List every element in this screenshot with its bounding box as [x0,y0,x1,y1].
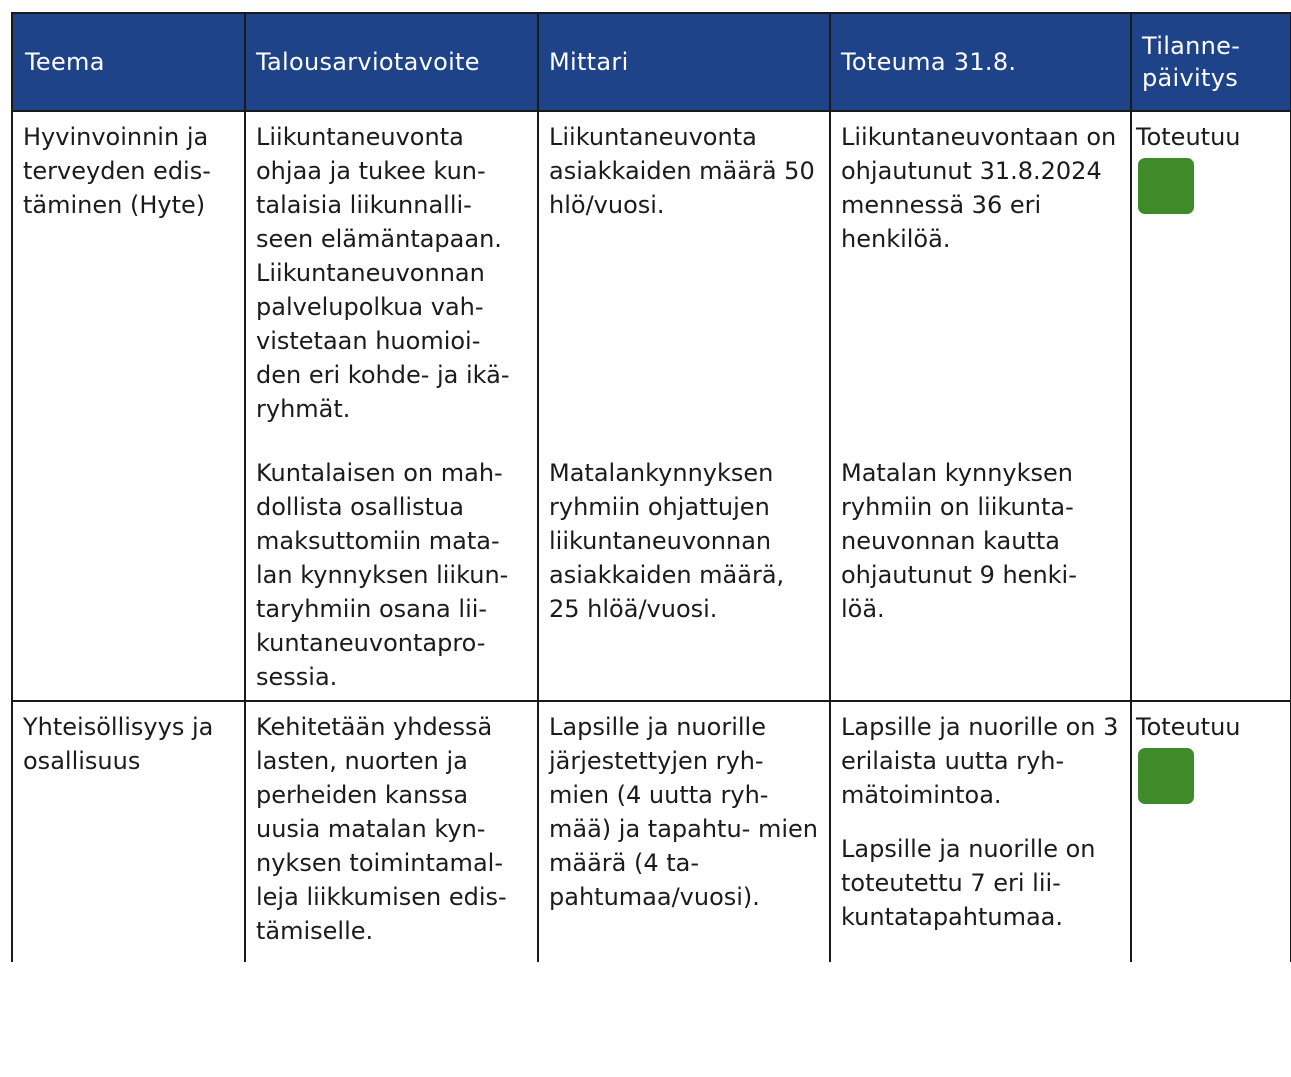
actual-text: Matalan kynnyksen ryhmiin on liikunta- neuvonnan kautta ohjautunut 9 henki- löä. [841,459,1077,623]
goals-table-container [11,12,1291,962]
status-label: Toteutuu [1136,123,1241,151]
metric-cell [538,448,830,701]
header-metric: Mittari [538,13,830,111]
header-actual: Toteuma 31.8. [830,13,1131,111]
actual-cell [830,701,1131,962]
actual-cell [830,111,1131,448]
metric-cell [538,701,830,962]
theme-cell [12,701,245,962]
theme-text: Yhteisöllisyys ja osallisuus [23,713,214,775]
actual-text: Lapsille ja nuorille on toteutettu 7 eri lii- kuntatapahtumaa. [841,835,1096,931]
header-status [1131,13,1291,111]
status-cell [1131,111,1291,701]
actual-text: Lapsille ja nuorille on 3 erilaista uutta ryh- mätoimintoa. [841,713,1119,809]
goal-cell [245,448,538,701]
goal-text: Kehitetään yhdessä lasten, nuorten ja perheiden kanssa uusia matalan kyn- nyksen toimintamal- leja liikkumisen edis- tämiselle. [256,713,507,945]
metric-text: Lapsille ja nuorille järjestettyjen ryh- mien (4 uutta ryh- mää) ja tapahtu- mien määrä (4 ta- pahtumaa/vuosi). [549,713,818,911]
table-row [12,111,1291,448]
table-row [12,701,1291,962]
goal-cell [245,701,538,962]
header-status-line2: päivitys [1142,64,1238,92]
status-indicator [1138,748,1194,804]
status-indicator [1138,158,1194,214]
goal-cell [245,111,538,448]
header-status-line1: Tilanne- [1142,32,1241,60]
goals-table [11,12,1291,962]
status-cell [1131,701,1291,962]
goal-text: Kuntalaisen on mah- dollista osallistua maksuttomiin mata- lan kynnyksen liikun- taryhmiin osana lii- kuntaneuvontapro- sessia. [256,459,509,691]
goal-text: Liikuntaneuvonta ohjaa ja tukee kun- talaisia liikunnalli- seen elämäntapaan. Liikuntaneuvonnan palvelupolkua vah- vistetaan huomioi- den eri kohde- ja ikä- ryhmät. [256,123,510,423]
metric-text: Matalankynnyksen ryhmiin ohjattujen liikuntaneuvonnan asiakkaiden määrä, 25 hlöä/vuosi. [549,459,785,623]
theme-cell [12,111,245,701]
status-label: Toteutuu [1136,713,1241,741]
metric-text: Liikuntaneuvonta asiakkaiden määrä 50 hlö/vuosi. [549,123,815,219]
actual-text: Liikuntaneuvontaan on ohjautunut 31.8.2024 mennessä 36 eri henkilöä. [841,123,1117,253]
header-goal: Talousarviotavoite [245,13,538,111]
metric-cell [538,111,830,448]
header-theme: Teema [12,13,245,111]
actual-cell [830,448,1131,701]
theme-text: Hyvinvoinnin ja terveyden edis- täminen (Hyte) [23,123,211,219]
header-row [12,13,1291,111]
